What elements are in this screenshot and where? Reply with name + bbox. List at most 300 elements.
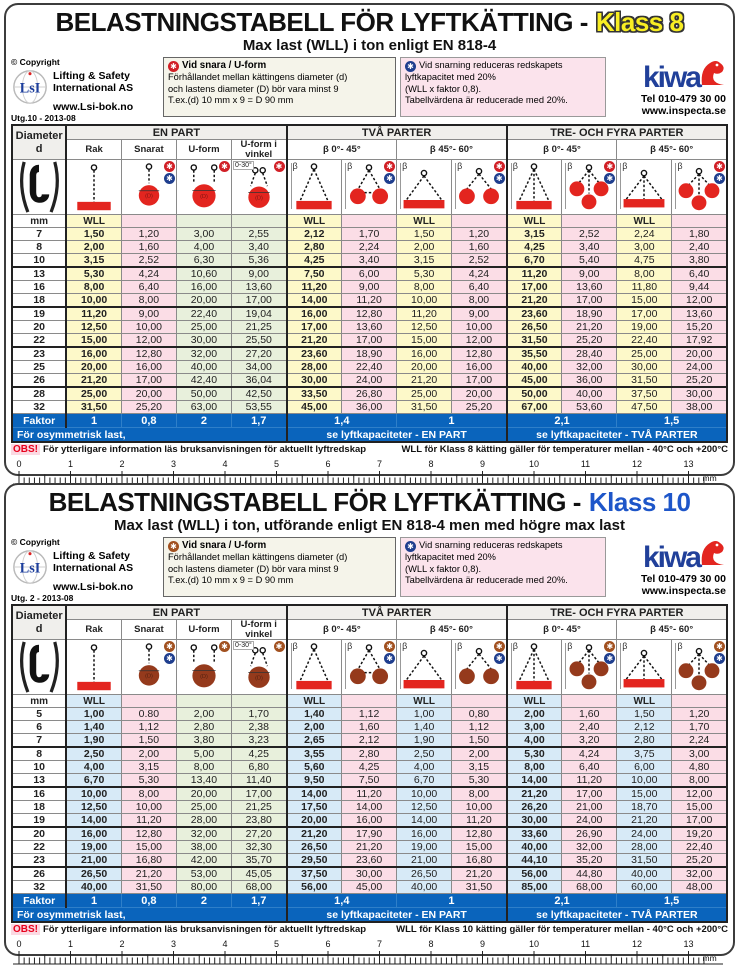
wll-cell: 2,00 — [452, 747, 507, 761]
beta-angle-label: β — [622, 641, 628, 651]
wll-cell: 44,10 — [507, 854, 562, 868]
vertical-reference-line — [345, 163, 346, 209]
table-row — [12, 241, 727, 254]
wll-cell: 23,60 — [287, 347, 342, 361]
load-table-card-klass8 — [4, 3, 735, 483]
obs-text: För ytterligare information läs bruksanvisningen för aktuellt lyftredskap — [43, 444, 367, 455]
wll-cell: 2,40 — [672, 241, 727, 254]
wll-header — [452, 215, 507, 228]
asterisk-blue-icon: ✱ — [405, 61, 416, 72]
wll-cell: 13,60 — [562, 281, 617, 294]
angle-header: β 45°- 60° — [617, 620, 727, 640]
vertical-reference-line — [291, 643, 292, 689]
wll-cell: 0,80 — [452, 708, 507, 721]
two-leg-snared-0-45-icon — [342, 640, 397, 695]
asterisk-blue-icon: ✱ — [494, 173, 505, 184]
wll-header — [672, 215, 727, 228]
wll-cell: 14,00 — [397, 814, 452, 828]
wll-cell: 2,80 — [617, 734, 672, 748]
wll-cell: 42,00 — [176, 854, 231, 868]
wll-cell: 12,00 — [121, 334, 176, 348]
wll-header — [452, 695, 507, 708]
note-line: T.ex.(d) 10 mm x 9 = D 90 mm — [168, 95, 294, 105]
wll-cell: 20,00 — [121, 387, 176, 401]
wll-cell: 21,00 — [562, 801, 617, 814]
wll-cell: 14,00 — [342, 801, 397, 814]
wll-cell: 6,40 — [121, 281, 176, 294]
table-row — [12, 307, 727, 321]
wll-cell: 60,00 — [617, 881, 672, 894]
load-table-klass10 — [11, 604, 728, 923]
vertical-reference-line — [291, 163, 292, 209]
diameter-cell: 32 — [12, 881, 66, 894]
wll-cell: 16,00 — [452, 361, 507, 374]
obs-label: OBS! — [13, 444, 38, 455]
single-leg-snared-icon — [121, 640, 176, 695]
two-leg-sling-45-60-icon — [397, 640, 452, 695]
note-snarning-box — [400, 537, 606, 597]
wll-cell: 26,20 — [507, 801, 562, 814]
factor-cell: 1 — [66, 414, 121, 428]
wll-cell: 17,00 — [231, 787, 286, 801]
wll-header — [176, 695, 231, 708]
group-header-en-part: EN PART — [66, 605, 286, 620]
wll-cell: 10,00 — [66, 787, 121, 801]
wll-cell: 9,00 — [231, 267, 286, 281]
wll-cell: 2,80 — [287, 241, 342, 254]
single-leg-straight-icon — [66, 160, 121, 215]
wll-cell: 68,00 — [231, 881, 286, 894]
svg-text:10: 10 — [528, 939, 540, 949]
wll-cell: 16,00 — [66, 347, 121, 361]
wll-cell: 21,20 — [617, 814, 672, 828]
wll-cell: 10,00 — [66, 294, 121, 308]
factor-cell: 1,4 — [287, 894, 397, 908]
wll-cell: 85,00 — [507, 881, 562, 894]
wll-cell: 2,52 — [562, 228, 617, 241]
wll-cell: 4,75 — [617, 254, 672, 268]
svg-text:3: 3 — [170, 459, 177, 469]
wll-cell: 1,50 — [452, 734, 507, 748]
asymmetric-load-label: För osymmetrisk last, — [12, 428, 287, 443]
wll-cell: 15,00 — [617, 787, 672, 801]
asymmetric-load-row — [12, 428, 727, 443]
diameter-cell: 22 — [12, 841, 66, 854]
wll-cell: 1,50 — [121, 734, 176, 748]
wll-cell: 9,00 — [562, 267, 617, 281]
copyright-label: © Copyright — [11, 57, 60, 67]
wll-cell: 17,92 — [672, 334, 727, 348]
wll-cell: 10,00 — [121, 321, 176, 334]
diameter-cell: 19 — [12, 814, 66, 828]
wll-cell: 36,04 — [231, 374, 286, 388]
wll-cell: 28,00 — [287, 361, 342, 374]
wll-cell: 21,25 — [231, 801, 286, 814]
wll-cell: 2,38 — [231, 721, 286, 734]
beta-angle-label: β — [347, 161, 353, 171]
factor-cell: 1 — [397, 894, 507, 908]
wll-cell: 19,04 — [231, 307, 286, 321]
wll-cell: 21,00 — [66, 854, 121, 868]
wll-cell: 32,00 — [176, 347, 231, 361]
svg-text:mm: mm — [702, 953, 717, 963]
wll-cell: 17,00 — [287, 321, 342, 334]
wll-cell: 13,40 — [176, 774, 231, 788]
wll-cell: 26,50 — [287, 841, 342, 854]
wll-cell: 5,36 — [231, 254, 286, 268]
asterisk-blue-icon: ✱ — [714, 653, 725, 664]
svg-text:4: 4 — [222, 939, 228, 949]
vertical-reference-line — [565, 163, 566, 209]
wll-cell: 5,30 — [397, 267, 452, 281]
diameter-cell: 25 — [12, 361, 66, 374]
wll-cell: 25,00 — [617, 347, 672, 361]
title-main: BELASTNINGSTABELL FÖR LYFTKÄTTING - — [55, 7, 588, 37]
wll-cell: 9,50 — [287, 774, 342, 788]
factor-cell: 1 — [66, 894, 121, 908]
wll-cell: 19,00 — [397, 841, 452, 854]
wll-cell: 1,60 — [452, 241, 507, 254]
page-title — [11, 7, 728, 37]
wll-header: WLL — [287, 215, 342, 228]
publisher-site: www.Lsi-bok.no — [53, 581, 134, 593]
wll-cell: 6,40 — [672, 267, 727, 281]
wll-cell: 40,00 — [66, 881, 121, 894]
wll-cell: 20,00 — [287, 814, 342, 828]
wll-cell: 10,00 — [452, 801, 507, 814]
wll-cell: 25,20 — [452, 401, 507, 414]
wll-cell: 1,70 — [231, 708, 286, 721]
wll-cell: 18,90 — [562, 307, 617, 321]
wll-cell: 8,00 — [176, 761, 231, 774]
wll-cell: 32,00 — [562, 361, 617, 374]
table-row — [12, 361, 727, 374]
kiwa-tel: Tel 010-479 30 00 — [640, 93, 726, 105]
kiwa-wordmark: kiwa — [642, 541, 700, 574]
wll-cell: 20,00 — [66, 361, 121, 374]
ruler — [11, 456, 728, 486]
diameter-cell: 20 — [12, 827, 66, 841]
wll-cell: 3,15 — [397, 254, 452, 268]
wll-cell: 14,00 — [287, 787, 342, 801]
group-header-tva-parter: TVÅ PARTER — [287, 125, 507, 140]
wll-cell: 19,20 — [672, 827, 727, 841]
wll-cell: 30,00 — [287, 374, 342, 388]
svg-text:2: 2 — [119, 459, 125, 469]
wll-cell: 50,00 — [507, 387, 562, 401]
wll-cell: 44,80 — [562, 867, 617, 881]
single-leg-snared-icon — [121, 160, 176, 215]
note-line: Vid snarning reduceras redskapets — [419, 540, 563, 550]
factor-cell: 1,7 — [231, 414, 286, 428]
wll-cell: 5,30 — [507, 747, 562, 761]
table-row — [12, 401, 727, 414]
beta-angle-label: β — [567, 161, 573, 171]
diameter-cell: 23 — [12, 854, 66, 868]
svg-text:0: 0 — [16, 939, 22, 949]
wll-header — [562, 695, 617, 708]
wll-cell: 12,50 — [66, 801, 121, 814]
kiwa-beaver-icon — [700, 539, 726, 569]
wll-header — [231, 215, 286, 228]
asterisk-red-icon: ✱ — [168, 61, 179, 72]
wll-cell: 68,00 — [562, 881, 617, 894]
table-row — [12, 347, 727, 361]
wll-cell: 17,00 — [452, 374, 507, 388]
wll-cell: 15,20 — [672, 321, 727, 334]
angle-range-label: 0-30° — [234, 162, 252, 169]
wll-cell: 1,20 — [452, 228, 507, 241]
wll-header: WLL — [287, 695, 342, 708]
wll-cell: 17,00 — [507, 281, 562, 294]
wll-cell: 12,80 — [342, 307, 397, 321]
table-row — [12, 334, 727, 348]
wll-cell: 13,60 — [672, 307, 727, 321]
wll-cell: 35,50 — [507, 347, 562, 361]
three-four-leg-snared-0-45-icon — [562, 640, 617, 695]
wll-cell: 10,60 — [176, 267, 231, 281]
three-four-leg-sling-0-45-icon — [507, 160, 562, 215]
wll-cell: 4,25 — [287, 254, 342, 268]
wll-cell: 6,80 — [231, 761, 286, 774]
wll-cell: 16,80 — [121, 854, 176, 868]
wll-cell: 31,50 — [121, 881, 176, 894]
wll-cell: 17,00 — [672, 814, 727, 828]
svg-text:1: 1 — [67, 459, 74, 469]
column-header: U-form i vinkel — [231, 620, 286, 640]
wll-cell: 2,80 — [342, 747, 397, 761]
wll-cell: 8,00 — [617, 267, 672, 281]
kiwa-logo — [643, 57, 726, 93]
wll-cell: 8,00 — [452, 294, 507, 308]
wll-cell: 12,80 — [452, 827, 507, 841]
factor-cell: 1,5 — [617, 894, 727, 908]
table-row — [12, 254, 727, 268]
wll-cell: 47,50 — [617, 401, 672, 414]
three-four-leg-snared-45-60-icon — [672, 160, 727, 215]
wll-cell: 2,00 — [176, 708, 231, 721]
diameter-cell: 32 — [12, 401, 66, 414]
factor-label: Faktor — [12, 414, 66, 428]
wll-cell: 3,00 — [672, 747, 727, 761]
wll-cell: 6,70 — [66, 774, 121, 788]
obs-label: OBS! — [13, 924, 38, 935]
wll-cell: 38,00 — [176, 841, 231, 854]
wll-cell: 45,00 — [507, 374, 562, 388]
svg-text:5: 5 — [273, 939, 280, 949]
note-line: lyftkapacitet med 20% — [405, 72, 496, 82]
svg-text:(D): (D) — [254, 675, 263, 682]
table-row — [12, 827, 727, 841]
beta-angle-label: β — [677, 161, 683, 171]
asterisk-red-icon: ✱ — [274, 641, 285, 652]
asterisk-red-icon: ✱ — [714, 641, 725, 652]
wll-cell: 15,00 — [452, 841, 507, 854]
factor-cell: 2 — [176, 414, 231, 428]
wll-header: WLL — [397, 695, 452, 708]
title-klass: Klass 10 — [588, 487, 691, 517]
wll-cell: 0.80 — [121, 708, 176, 721]
asterisk-red-icon: ✱ — [604, 641, 615, 652]
wll-header: WLL — [507, 215, 562, 228]
wll-cell: 25,00 — [176, 801, 231, 814]
table-row — [12, 801, 727, 814]
wll-cell: 10,00 — [452, 321, 507, 334]
wll-cell: 17,00 — [231, 294, 286, 308]
wll-cell: 6,00 — [617, 761, 672, 774]
note-line: och lastens diameter (D) bör vara minst 9 — [168, 83, 339, 94]
angle-range-label: 0-30° — [234, 642, 252, 649]
wll-cell: 17,00 — [562, 787, 617, 801]
u-form-angle-0-30-icon — [231, 160, 286, 215]
kiwa-wordmark: kiwa — [642, 61, 700, 94]
diameter-header: Diameter d — [12, 605, 66, 640]
svg-text:13: 13 — [683, 939, 694, 949]
wll-cell: 40,00 — [176, 361, 231, 374]
wll-cell: 48,00 — [672, 881, 727, 894]
table-row — [12, 867, 727, 881]
table-row — [12, 387, 727, 401]
wll-cell: 21,20 — [287, 334, 342, 348]
wll-header: WLL — [617, 695, 672, 708]
asymmetric-load-row — [12, 908, 727, 923]
publisher-name-line1: Lifting & Safety — [53, 70, 131, 82]
wll-header — [121, 695, 176, 708]
wll-cell: 25,20 — [121, 401, 176, 414]
wll-cell: 6,70 — [397, 774, 452, 788]
wll-cell: 26,50 — [66, 867, 121, 881]
wll-cell: 2,24 — [342, 241, 397, 254]
table-row — [12, 267, 727, 281]
wll-cell: 22,40 — [342, 361, 397, 374]
wll-cell: 12,80 — [121, 827, 176, 841]
vertical-reference-line — [511, 643, 512, 689]
single-leg-straight-icon — [66, 640, 121, 695]
factor-row — [12, 414, 727, 428]
wll-cell: 8,00 — [121, 294, 176, 308]
wll-cell: 12,00 — [452, 334, 507, 348]
wll-cell: 30,00 — [617, 361, 672, 374]
wll-cell: 4,25 — [507, 241, 562, 254]
wll-cell: 19,00 — [617, 321, 672, 334]
wll-cell: 11,20 — [66, 307, 121, 321]
wll-cell: 32,00 — [562, 841, 617, 854]
asterisk-blue-icon: ✱ — [384, 653, 395, 664]
u-form-icon — [176, 160, 231, 215]
wll-cell: 28,00 — [617, 841, 672, 854]
wll-cell: 12,50 — [397, 801, 452, 814]
u-form-angle-0-30-icon — [231, 640, 286, 695]
wll-cell: 3,20 — [562, 734, 617, 748]
svg-text:6: 6 — [325, 459, 331, 469]
wll-cell: 3,40 — [562, 241, 617, 254]
info-row — [11, 57, 728, 123]
factor-cell: 1,7 — [231, 894, 286, 908]
wll-cell: 40,00 — [562, 387, 617, 401]
two-leg-sling-0-45-icon — [287, 640, 342, 695]
diameter-cell: 28 — [12, 387, 66, 401]
temperature-note: WLL för Klass 8 kätting gäller för temperaturer mellan - 40°C och +200°C — [401, 444, 728, 455]
svg-text:(D): (D) — [145, 193, 153, 200]
wll-cell: 19,00 — [66, 841, 121, 854]
wll-cell: 36,00 — [342, 401, 397, 414]
obs-row — [11, 923, 728, 936]
svg-text:13: 13 — [683, 459, 694, 469]
diameter-cell: 26 — [12, 867, 66, 881]
wll-cell: 2,00 — [507, 708, 562, 721]
wll-header: WLL — [507, 695, 562, 708]
diameter-cell: 16 — [12, 281, 66, 294]
page-title — [11, 487, 728, 517]
wll-cell: 9,00 — [121, 307, 176, 321]
wll-cell: 12,00 — [672, 787, 727, 801]
factor-row — [12, 894, 727, 908]
wll-cell: 24,00 — [342, 374, 397, 388]
wll-cell: 21,20 — [507, 787, 562, 801]
factor-cell: 1,4 — [287, 414, 397, 428]
wll-cell: 3,15 — [507, 228, 562, 241]
wll-cell: 21,20 — [452, 867, 507, 881]
wll-header — [562, 215, 617, 228]
diameter-cell: 22 — [12, 334, 66, 348]
svg-text:11: 11 — [580, 459, 591, 469]
wll-cell: 31,50 — [617, 374, 672, 388]
vertical-reference-line — [511, 163, 512, 209]
wll-cell: 67,00 — [507, 401, 562, 414]
asterisk-blue-icon: ✱ — [714, 173, 725, 184]
wll-cell: 33,60 — [507, 827, 562, 841]
column-header: Rak — [66, 140, 121, 160]
wll-cell: 25,00 — [176, 321, 231, 334]
wll-cell: 1,60 — [562, 708, 617, 721]
wll-cell: 15,00 — [66, 334, 121, 348]
wll-cell: 11,20 — [342, 294, 397, 308]
wll-cell: 8,00 — [452, 787, 507, 801]
note-line: Tabellvärdena är reducerade med 20%. — [405, 95, 568, 105]
wll-cell: 17,00 — [562, 294, 617, 308]
wll-cell: 10,00 — [121, 801, 176, 814]
svg-text:1: 1 — [67, 939, 74, 949]
wll-header: WLL — [66, 215, 121, 228]
wll-cell: 25,50 — [231, 334, 286, 348]
wll-cell: 5,00 — [176, 747, 231, 761]
column-header: U-form — [176, 620, 231, 640]
group-header-tre-fyra-parter: TRE- OCH FYRA PARTER — [507, 605, 727, 620]
wll-cell: 50,00 — [176, 387, 231, 401]
wll-cell: 12,80 — [121, 347, 176, 361]
wll-cell: 5,40 — [562, 254, 617, 268]
wll-cell: 9,44 — [672, 281, 727, 294]
two-leg-snared-45-60-icon — [452, 160, 507, 215]
wll-cell: 16,00 — [342, 814, 397, 828]
kiwa-beaver-icon — [700, 59, 726, 89]
wll-cell: 20,00 — [452, 387, 507, 401]
column-header: Snarat — [121, 140, 176, 160]
kiwa-logo — [643, 537, 726, 573]
wll-cell: 4,00 — [507, 734, 562, 748]
wll-cell: 5,30 — [66, 267, 121, 281]
see-capacities-tva-parter: se lyftkapaciteter - TVÅ PARTER — [507, 428, 727, 443]
wll-cell: 4,24 — [562, 747, 617, 761]
wll-cell: 2,00 — [66, 241, 121, 254]
wll-cell: 1,50 — [617, 708, 672, 721]
wll-cell: 1,80 — [672, 228, 727, 241]
table-row — [12, 841, 727, 854]
svg-text:4: 4 — [222, 459, 228, 469]
wll-cell: 21,00 — [397, 854, 452, 868]
asterisk-red-icon: ✱ — [494, 161, 505, 172]
vertical-reference-line — [675, 643, 676, 689]
